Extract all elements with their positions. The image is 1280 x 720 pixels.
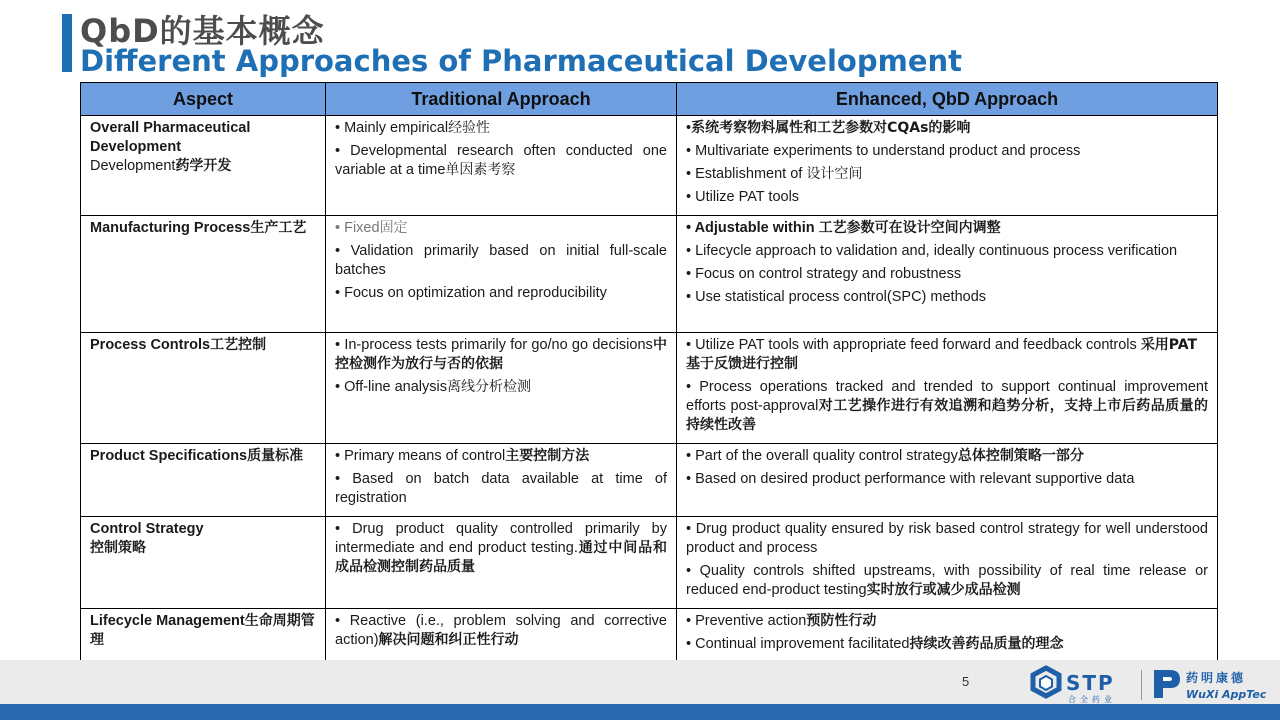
- list-item: • Quality controls shifted upstreams, with possibility of real time release or reduced end-product testing实时放行或减少成品检测: [686, 563, 1208, 598]
- aspect-cell: [81, 517, 326, 609]
- stp-logo: [1028, 664, 1138, 704]
- list-item: • Drug product quality controlled primarily by intermediate and end product testing.通过中间品和成品检测控制药品质量: [335, 521, 667, 575]
- table-row: [81, 216, 1218, 333]
- list-item: • Adjustable within 工艺参数可在设计空间内调整: [686, 220, 1001, 236]
- page-number: 5: [962, 674, 970, 689]
- traditional-cell: [326, 116, 677, 216]
- list-item: • Focus on optimization and reproducibility: [335, 285, 607, 301]
- table-row: [81, 333, 1218, 444]
- traditional-cell: [326, 517, 677, 609]
- list-item: • Continual improvement facilitated持续改善药品质量的理念: [686, 636, 1064, 652]
- aspect-cell: [81, 444, 326, 517]
- qbd-cell: [677, 517, 1218, 609]
- list-item: • Process operations tracked and trended to support continual improvement efforts post-approval对工艺操作进行有效追溯和趋势分析，支持上市后药品质量的持续性改善: [686, 379, 1209, 433]
- title-accent-bar: [62, 14, 72, 72]
- list-item: • Focus on control strategy and robustness: [686, 266, 962, 282]
- qbd-cell: [677, 116, 1218, 216]
- aspect-cell: [81, 333, 326, 444]
- wuxi-mark-icon: [1154, 670, 1180, 698]
- aspect-label-cn: 生命周期管理: [90, 613, 315, 648]
- aspect-label: Control Strategy: [90, 521, 204, 537]
- list-item: • Preventive action预防性行动: [686, 613, 877, 629]
- list-item: • Validation primarily based on initial full-scale batches: [335, 243, 667, 278]
- approaches-table: [80, 82, 1218, 663]
- header-qbd: Enhanced, QbD Approach: [677, 83, 1218, 116]
- aspect-label-cn: 生产工艺: [250, 220, 307, 236]
- slide-title-cn: QbD的基本概念: [80, 12, 325, 50]
- list-item: • Based on desired product performance with relevant supportive data: [686, 471, 1135, 487]
- stp-logo-text: STP: [1066, 671, 1115, 695]
- footer-strip: [0, 704, 1280, 720]
- table-row: [81, 517, 1218, 609]
- list-item: • Developmental research often conducted one variable at a time单因素考察: [335, 143, 667, 178]
- list-item: • Lifecycle approach to validation and, ideally continuous process verification: [686, 243, 1178, 259]
- list-item: • Establishment of 设计空间: [686, 166, 863, 182]
- aspect-label-cn: 工艺控制: [210, 337, 267, 353]
- wuxi-logo-cn: 药明康德: [1186, 671, 1247, 685]
- header-traditional: Traditional Approach: [326, 83, 677, 116]
- aspect-label: Process Controls: [90, 337, 211, 353]
- qbd-cell: [677, 333, 1218, 444]
- table-row: [81, 116, 1218, 216]
- table-header-row: [81, 83, 1218, 116]
- wuxi-apptec-logo: [1150, 664, 1266, 704]
- traditional-cell: [326, 333, 677, 444]
- list-item: • Utilize PAT tools: [686, 189, 800, 205]
- qbd-cell: [677, 216, 1218, 333]
- list-item: • Off-line analysis离线分析检测: [335, 379, 531, 395]
- traditional-cell: [326, 216, 677, 333]
- list-item: • Reactive (i.e., problem solving and corrective action)解决问题和纠正性行动: [335, 613, 667, 648]
- header-aspect: Aspect: [81, 83, 326, 116]
- list-item: • Multivariate experiments to understand product and process: [686, 143, 1081, 159]
- list-item: • Drug product quality ensured by risk based control strategy for well understood product and process: [686, 521, 1208, 556]
- list-item: • Part of the overall quality control strategy总体控制策略一部分: [686, 448, 1084, 464]
- qbd-cell: [677, 444, 1218, 517]
- list-item: •系统考察物料属性和工艺参数对CQAs的影响: [686, 120, 971, 136]
- aspect-cell: [81, 216, 326, 333]
- table-row: [81, 609, 1218, 663]
- list-item: • Utilize PAT tools with appropriate feed forward and feedback controls 采用PAT基于反馈进行控制: [686, 337, 1198, 372]
- traditional-cell: [326, 609, 677, 663]
- aspect-label-cn: 药学开发: [175, 158, 232, 174]
- table-row: [81, 444, 1218, 517]
- aspect-label: Overall Pharmaceutical Development: [90, 120, 251, 155]
- wuxi-logo-en: WuXi AppTec: [1186, 688, 1266, 701]
- stp-hexagon-icon: [1033, 668, 1059, 696]
- aspect-label-cn: 质量标准: [247, 448, 304, 464]
- qbd-cell: [677, 609, 1218, 663]
- list-item: • Use statistical process control(SPC) methods: [686, 289, 987, 305]
- logo-separator: [1141, 670, 1142, 700]
- list-item: • Based on batch data available at time of registration: [335, 471, 667, 506]
- stp-logo-subtext: 合全药业: [1068, 695, 1116, 704]
- slide-title-en: Different Approaches of Pharmaceutical Development: [80, 44, 962, 78]
- aspect-cell: [81, 116, 326, 216]
- list-item: • Primary means of control主要控制方法: [335, 448, 590, 464]
- aspect-cell: [81, 609, 326, 663]
- aspect-label: Product Specifications: [90, 448, 248, 464]
- list-item: • In-process tests primarily for go/no go decisions中控检测作为放行与否的依据: [335, 337, 668, 372]
- traditional-cell: [326, 444, 677, 517]
- aspect-label-remainder: Development: [90, 158, 176, 174]
- list-item: • Mainly empirical经验性: [335, 120, 491, 136]
- aspect-label-cn: 控制策略: [90, 540, 146, 556]
- list-item: • Fixed固定: [335, 220, 408, 236]
- aspect-label: Manufacturing Process: [90, 220, 251, 236]
- aspect-label: Lifecycle Management: [90, 613, 245, 629]
